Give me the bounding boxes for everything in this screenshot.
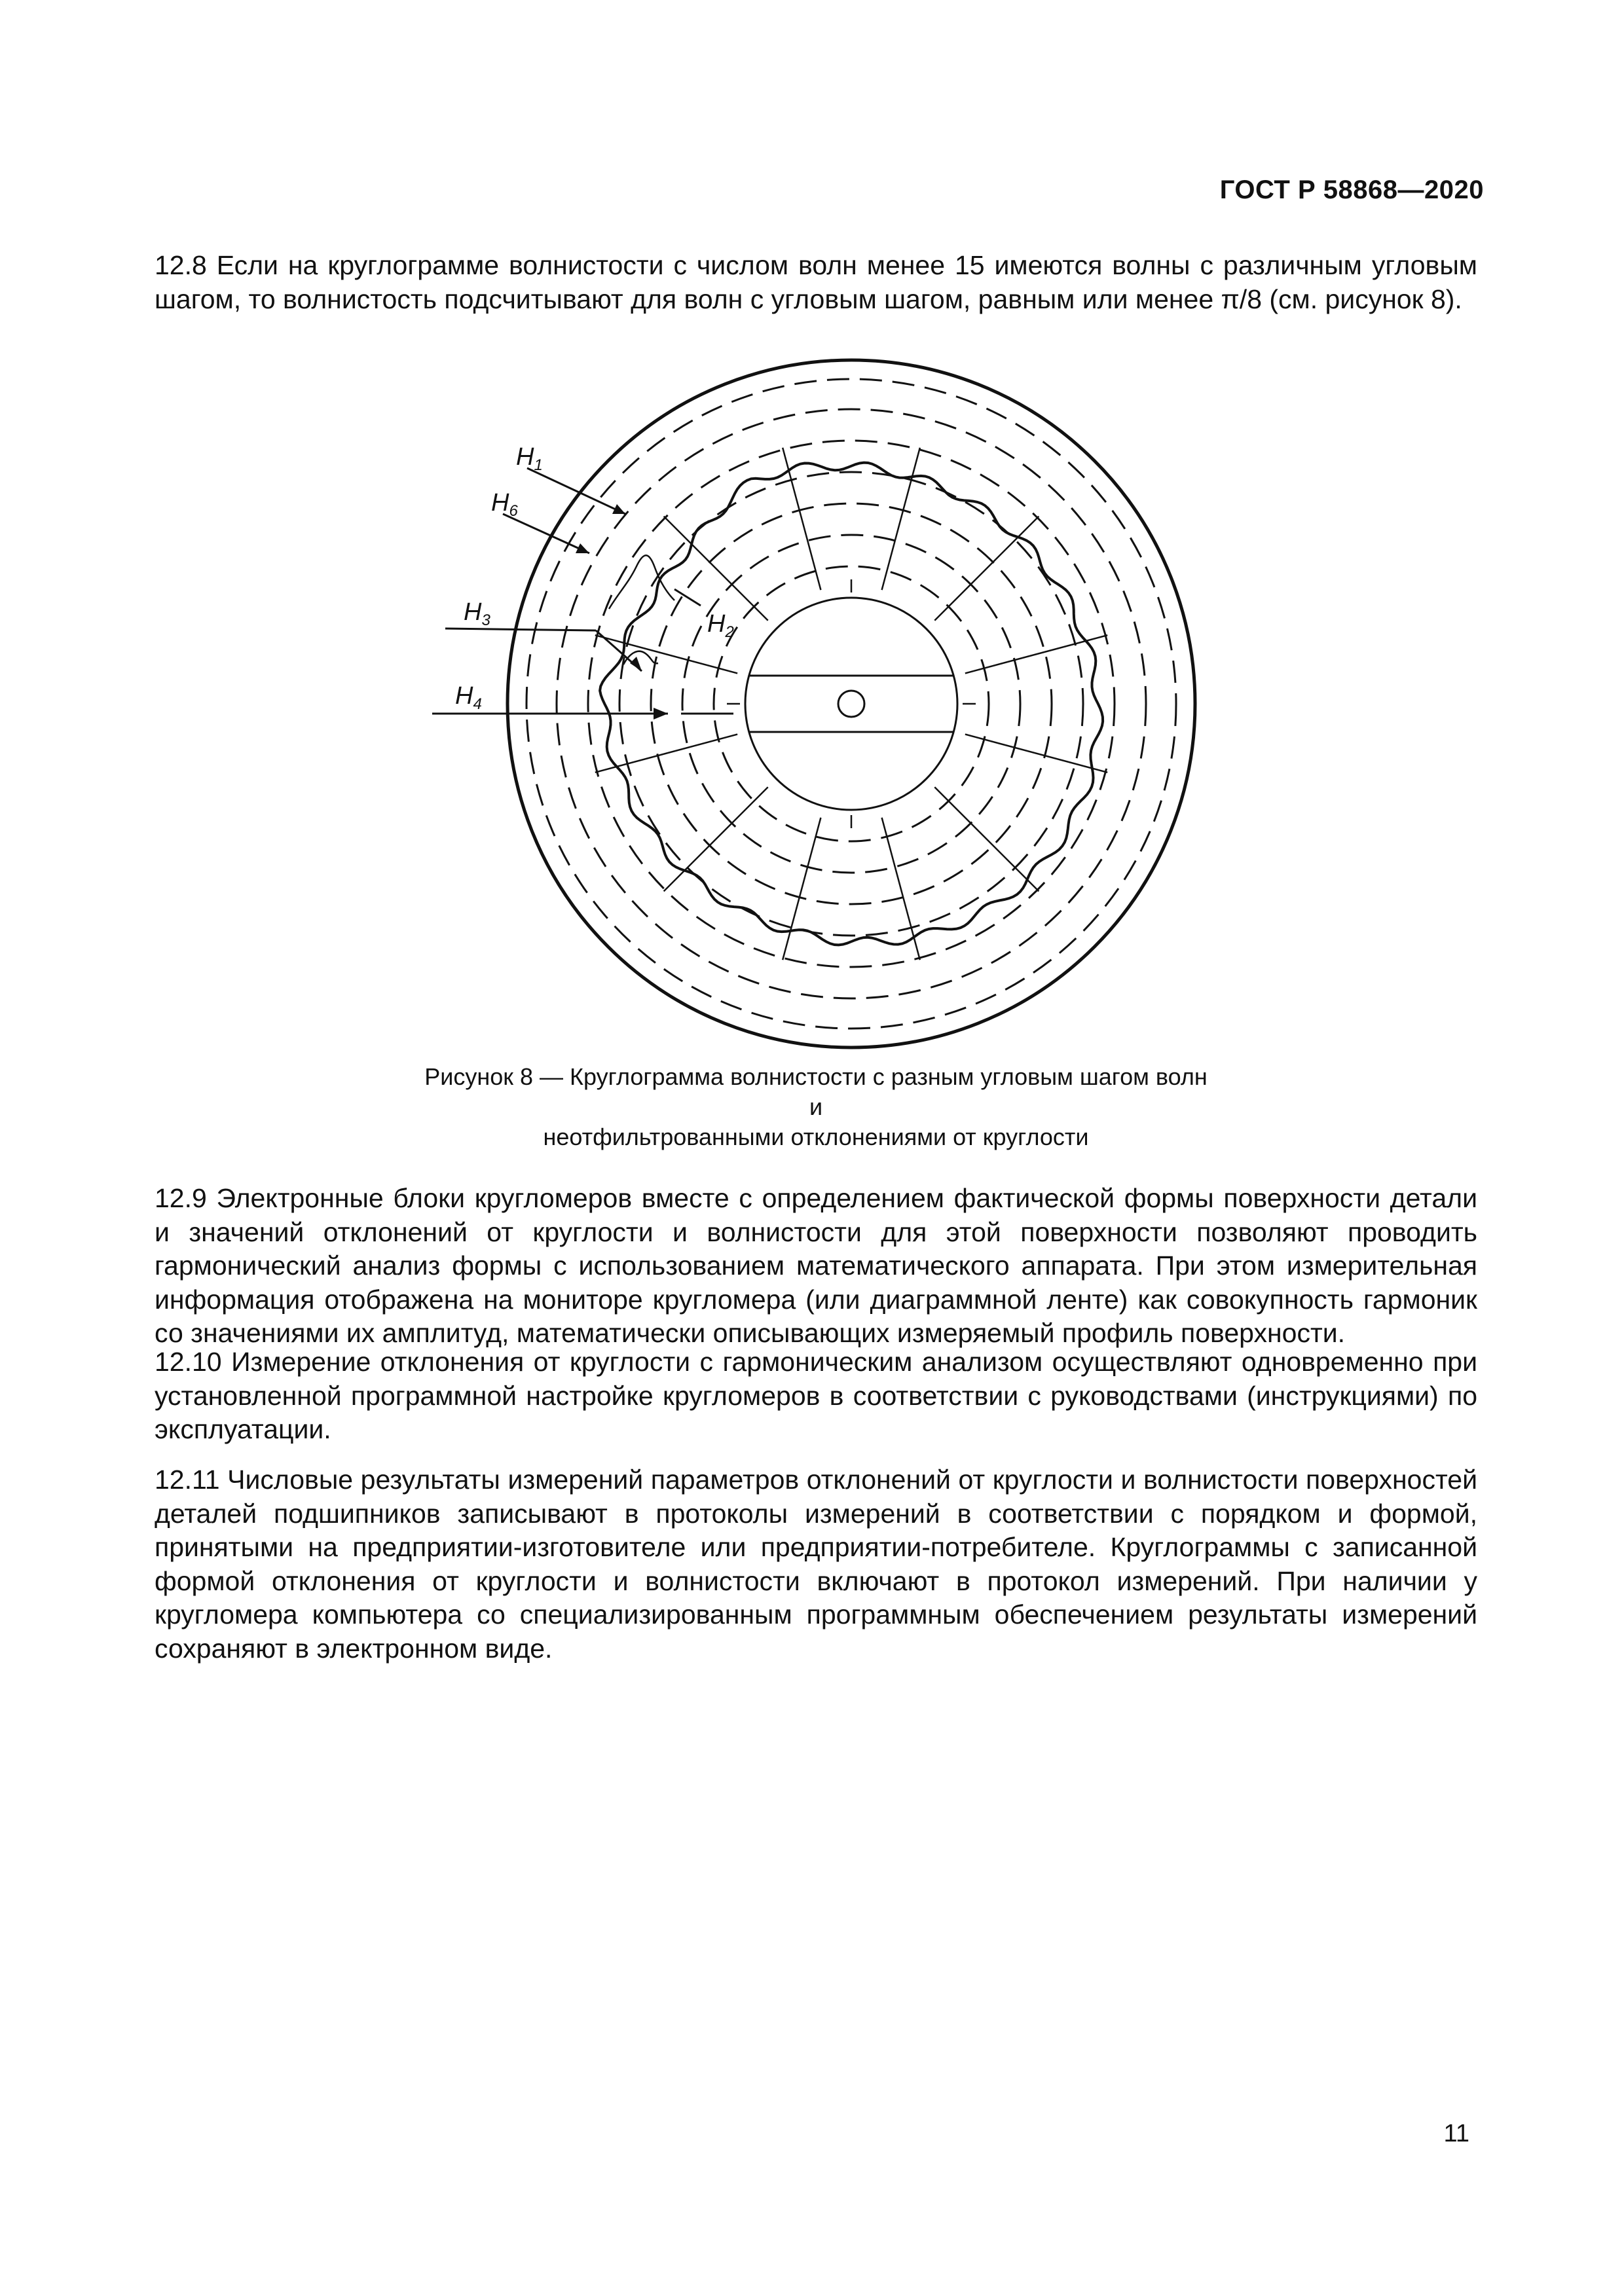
radial-line <box>595 635 737 673</box>
arrowhead-h4 <box>654 708 668 720</box>
label-h2: $H_2$ <box>707 610 734 641</box>
radial-line <box>882 818 920 960</box>
dashed-ring <box>557 409 1146 998</box>
document-id: ГОСТ Р 58868—2020 <box>1219 175 1484 204</box>
outer-circle <box>507 360 1195 1048</box>
roundness-chart-figure <box>393 357 1251 1077</box>
radial-line <box>965 735 1107 773</box>
h1-leader <box>527 468 625 514</box>
center-hole <box>838 691 864 717</box>
wave-detail-2 <box>623 651 658 665</box>
radial-line <box>783 818 821 960</box>
paragraph-12-9: 12.9 Электронные блоки кругломеров вместе с определением фактической формы поверхности детали и значений отклонений от круглости и волнистости для этой поверхности позволяют проводить гармонический анализ формы с использованием математического аппарата. При этом измерительная информация отображена на мониторе кругломера (или диаграммной ленте) как совокупность гармоник со значениями их амплитуд, математически описывающих измеряемый профиль поверхности. <box>155 1183 1477 1348</box>
radial-line <box>783 448 821 590</box>
caption-line-3: неотфильтрованными отклонениями от круглости <box>543 1123 1089 1150</box>
label-h6: $H_6$ <box>491 489 518 520</box>
figure-caption <box>155 1062 1477 1152</box>
radial-line <box>934 517 1039 621</box>
caption-line-2: и <box>809 1093 823 1120</box>
radial-line <box>882 448 920 590</box>
radial-line <box>664 787 768 891</box>
radial-line <box>664 517 768 621</box>
label-h4: $H_4$ <box>455 682 482 713</box>
paragraph-12-8: 12.8 Если на круглограмме волнистости с числом волн менее 15 имеются волны с различным угловым шагом, то волнистость подсчитывают для волн с угловым шагом, равным или менее π/8 (см. рисунок 8). <box>155 250 1477 314</box>
page-number: 11 <box>1443 2120 1469 2147</box>
label-h1: $H_1$ <box>516 443 543 474</box>
radial-line <box>934 787 1039 891</box>
paragraph-12-11: 12.11 Числовые результаты измерений параметров отклонений от круглости и волнистости поверхностей деталей подшипников записывают в протоколы измерений в соответствии с порядком и формой, принятыми на предприятии-изготовителе или предприятии-потребителе. Круглограммы с записанной формой отклонения от круглости и волнистости включают в протокол измерений. При наличии у кругломера компьютера со специализированным программным обеспечением результаты измерений сохраняют в электронном виде. <box>155 1465 1477 1664</box>
label-h3: $H_3$ <box>464 598 490 629</box>
h3-leader <box>445 629 596 630</box>
caption-line-1: Рисунок 8 — Круглограмма волнистости с разным угловым шагом волн <box>424 1063 1208 1090</box>
paragraph-12-10: 12.10 Измерение отклонения от круглости с гармоническим анализом осуществляют одновременно при установленной программной настройке кругломеров в соответствии с руководствами (инструкциями) по эксплуатации. <box>155 1347 1477 1444</box>
arrowhead-h3 <box>630 657 642 671</box>
dashed-ring <box>526 379 1176 1029</box>
inner-hub-circle <box>745 598 957 810</box>
